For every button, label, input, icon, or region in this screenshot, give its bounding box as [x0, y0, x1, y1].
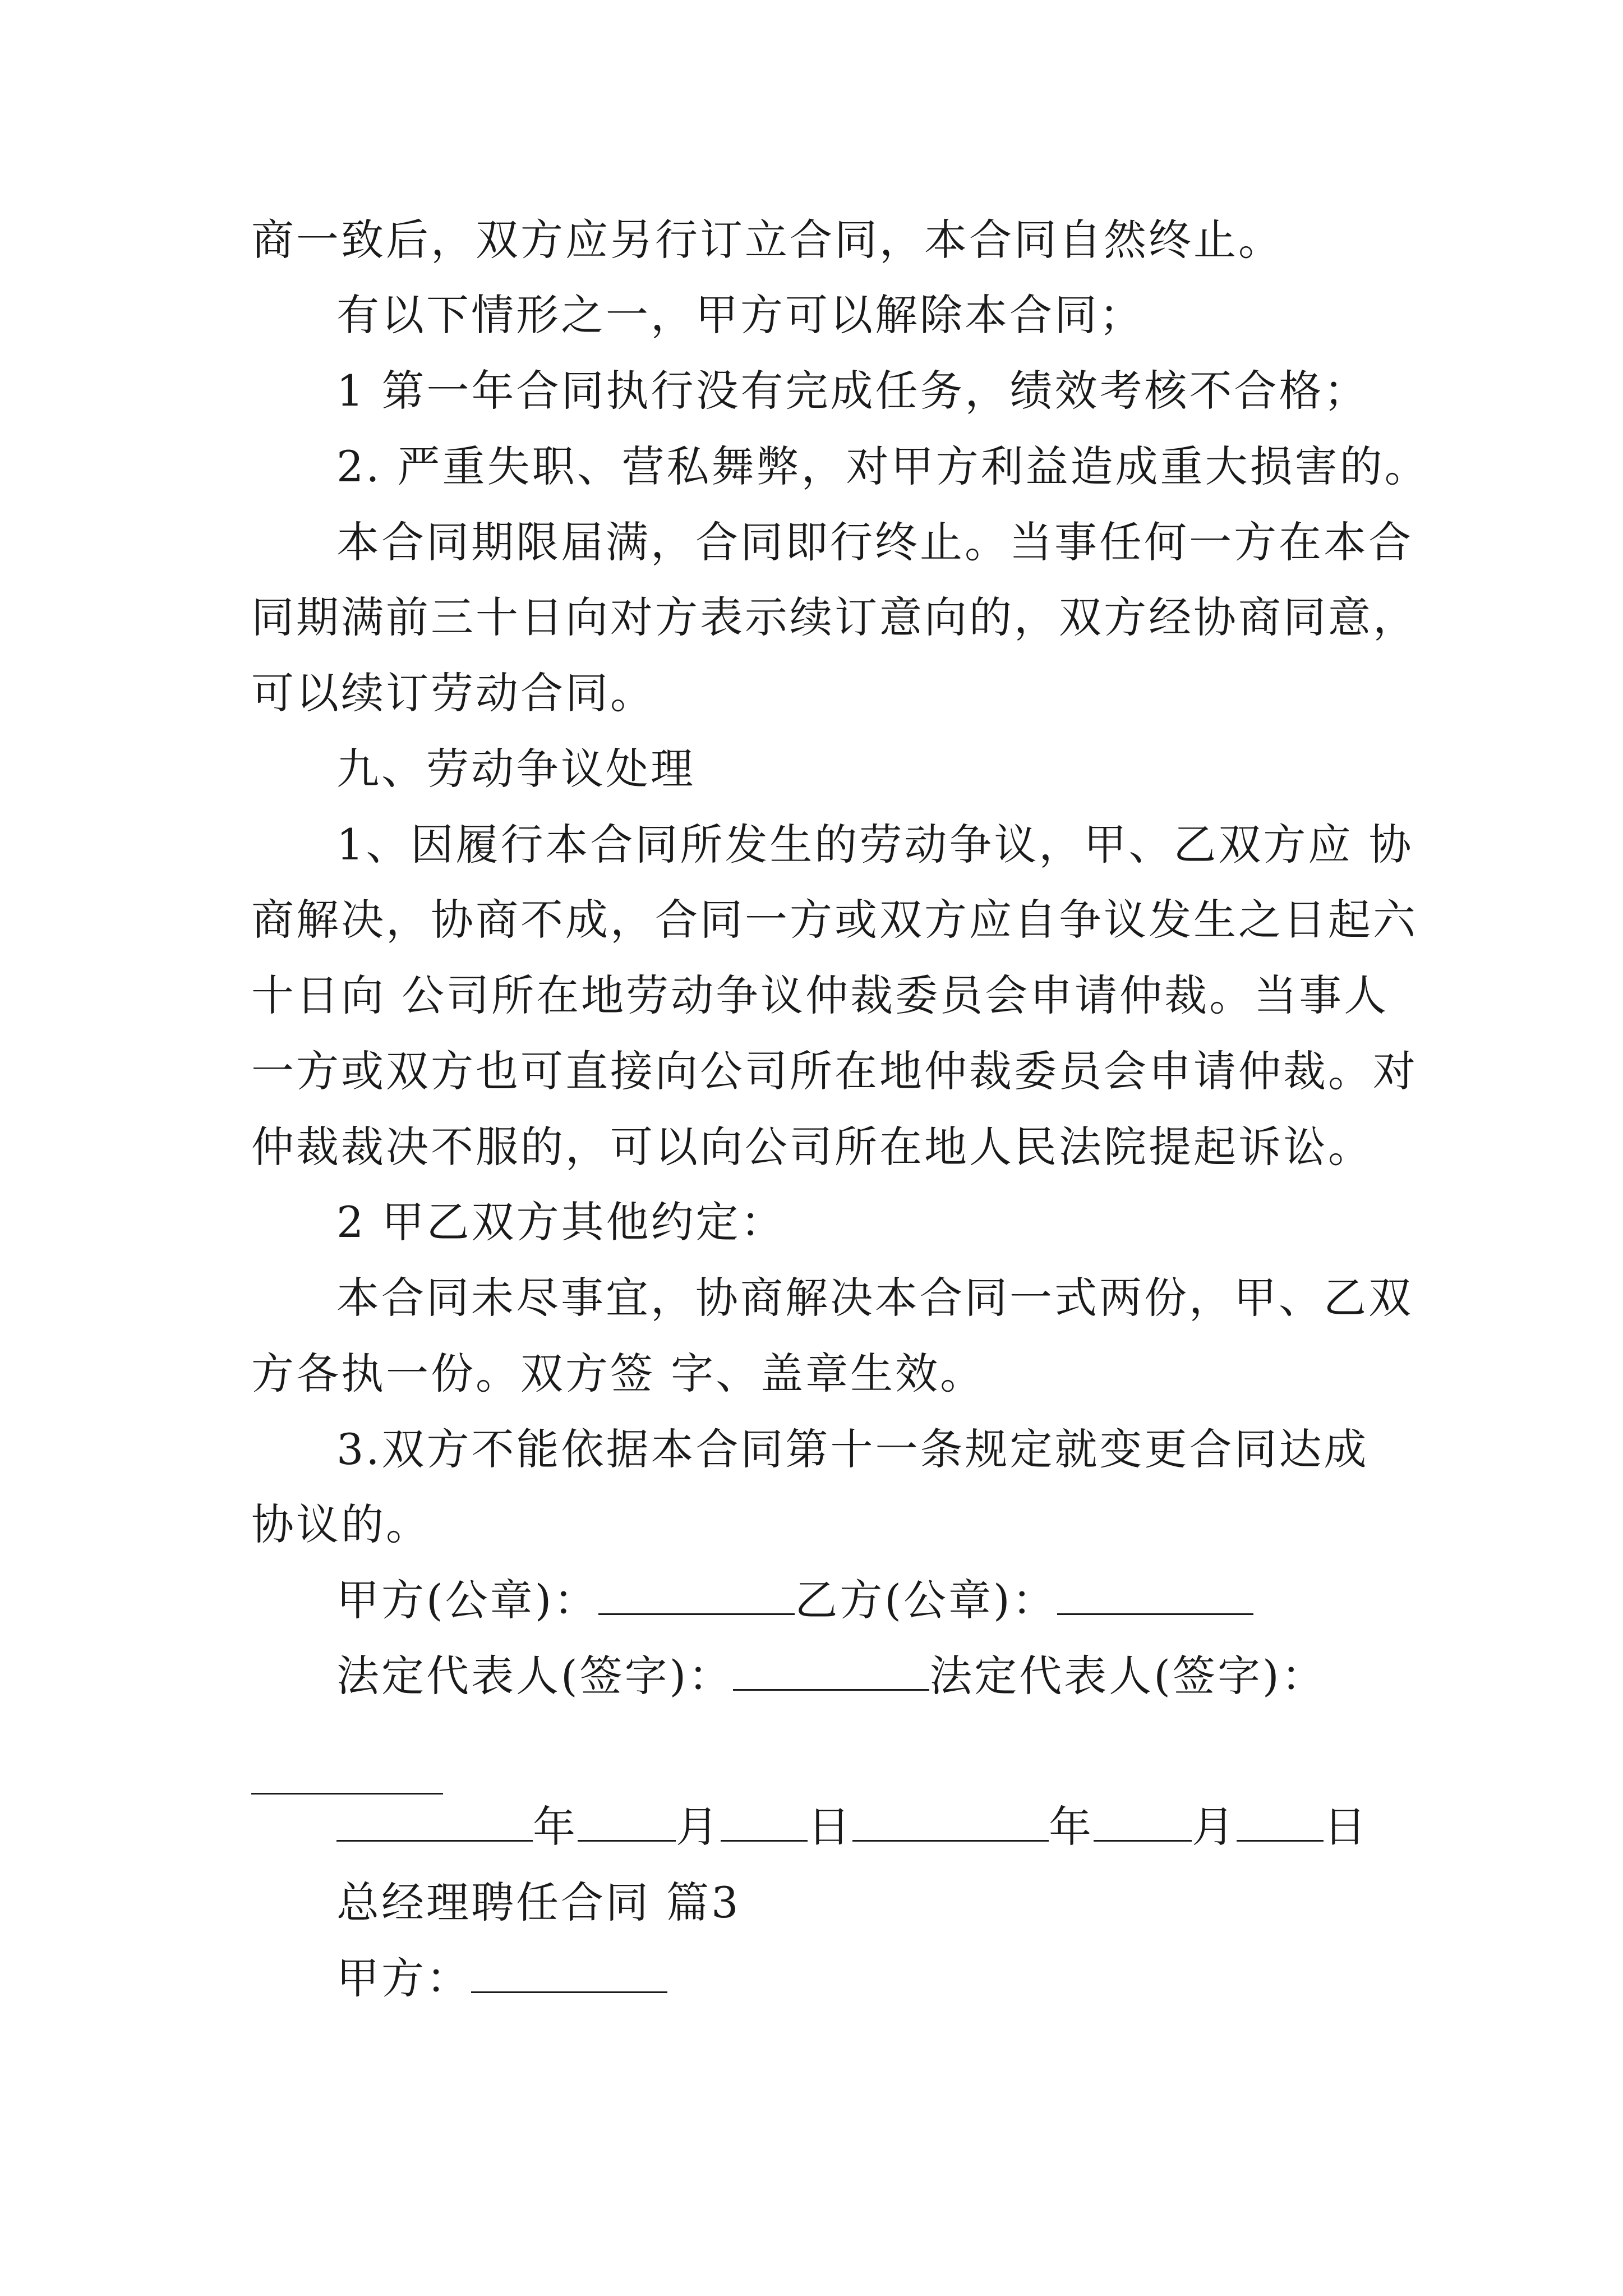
month-blank-a — [578, 1801, 676, 1842]
party-b-seal-label: 乙方(公章)： — [795, 1575, 1057, 1625]
paragraph-line: 十日向 公司所在地劳动争议仲裁委员会申请仲裁。当事人 — [251, 970, 1389, 1020]
paragraph-line: 1 第一年合同执行没有完成任务，绩效考核不合格； — [336, 366, 1369, 416]
paragraph-line: 本合同期限届满，合同即行终止。当事任何一方在本合 — [336, 517, 1413, 567]
paragraph-line: 2 甲乙双方其他约定： — [336, 1197, 786, 1247]
paragraph-line: 协议的。 — [251, 1499, 431, 1549]
paragraph-line: 1、因履行本合同所发生的劳动争议，甲、乙双方应 协 — [336, 820, 1414, 869]
paragraph-line: 可以续订劳动合同。 — [251, 668, 655, 718]
next-section-title: 总经理聘任合同 篇3 — [336, 1878, 741, 1927]
paragraph-line: 方各执一份。双方签 字、盖章生效。 — [251, 1349, 985, 1398]
signature-rep-row — [336, 1648, 1326, 1704]
party-a-seal-blank — [598, 1574, 795, 1615]
party-a-seal-label: 甲方(公章)： — [336, 1575, 599, 1625]
year-label-a: 年 — [533, 1802, 578, 1852]
year-blank-a — [336, 1801, 533, 1842]
date-row — [336, 1799, 1368, 1855]
month-label-a: 月 — [676, 1802, 721, 1852]
day-blank-b — [1237, 1801, 1324, 1842]
party-a-rep-label: 法定代表人(签字)： — [336, 1651, 734, 1701]
paragraph-line: 商一致后，双方应另行订立合同，本合同自然终止。 — [251, 215, 1283, 265]
next-party-a-row — [336, 1950, 667, 2007]
paragraph-line: 仲裁裁决不服的，可以向公司所在地人民法院提起诉讼。 — [251, 1122, 1373, 1172]
signature-seal-row — [336, 1572, 1253, 1628]
section-heading: 九、劳动争议处理 — [336, 744, 695, 794]
paragraph-line: 商解决，协商不成，合同一方或双方应自争议发生之日起六 — [251, 895, 1418, 945]
paragraph-line: 2. 严重失职、营私舞弊，对甲方利益造成重大损害的。 — [336, 441, 1430, 491]
next-party-a-blank — [471, 1952, 667, 1993]
party-b-rep-blank — [251, 1793, 443, 1795]
paragraph-line: 同期满前三十日向对方表示续订意向的，双方经协商同意， — [251, 592, 1418, 642]
paragraph-line: 本合同未尽事宜，协商解决本合同一式两份，甲、乙双 — [336, 1273, 1413, 1323]
day-label-b: 日 — [1324, 1802, 1368, 1852]
month-label-b: 月 — [1192, 1802, 1237, 1852]
next-party-a-label: 甲方： — [336, 1953, 471, 2003]
party-b-rep-label: 法定代表人(签字)： — [929, 1651, 1326, 1701]
day-label-a: 日 — [808, 1802, 852, 1852]
year-label-b: 年 — [1049, 1802, 1094, 1852]
year-blank-b — [852, 1801, 1049, 1842]
party-a-rep-blank — [733, 1650, 929, 1691]
paragraph-line: 3.双方不能依据本合同第十一条规定就变更合同达成 — [336, 1424, 1369, 1474]
month-blank-b — [1094, 1801, 1192, 1842]
paragraph-line: 一方或双方也可直接向公司所在地仲裁委员会申请仲裁。对 — [251, 1046, 1418, 1096]
paragraph-line: 有以下情形之一，甲方可以解除本合同； — [336, 290, 1144, 340]
party-b-seal-blank — [1057, 1574, 1253, 1615]
day-blank-a — [721, 1801, 808, 1842]
